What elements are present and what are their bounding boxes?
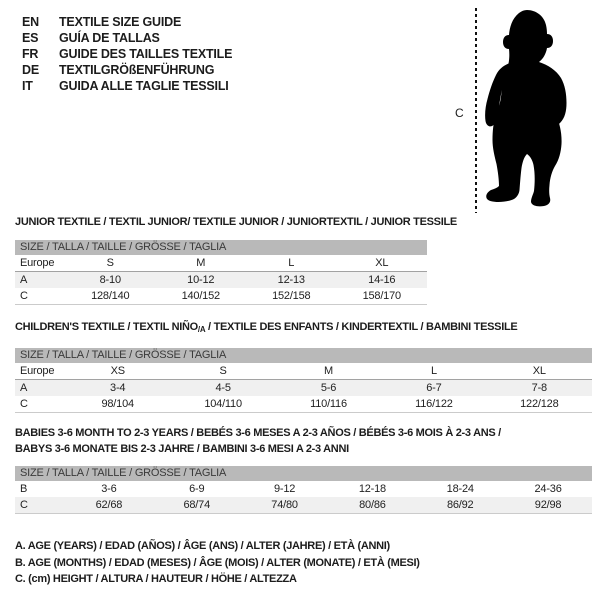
- language-title: TEXTILGRÖßENFÜHRUNG: [59, 63, 215, 77]
- size-cell: M: [324, 365, 333, 377]
- height-cell: 98/104: [101, 398, 134, 410]
- language-row-de: [22, 62, 232, 78]
- height-cell: 62/68: [95, 499, 123, 511]
- height-cell: 140/152: [181, 290, 220, 302]
- section-title: [15, 425, 592, 457]
- row-label: B: [20, 483, 28, 495]
- legend-notes: [15, 538, 420, 588]
- size-cell: L: [288, 257, 295, 269]
- table-row: [15, 255, 427, 272]
- language-code: FR: [22, 47, 39, 61]
- baby-silhouette-icon: [483, 8, 567, 208]
- language-row-fr: [22, 46, 232, 62]
- section-title-line2: BABYS 3-6 MONATE BIS 2-3 JAHRE / BAMBINI 3-6 MESI A 2-3 ANNI: [15, 443, 349, 455]
- section-childrens-textile: [15, 320, 592, 413]
- language-code: IT: [22, 79, 33, 93]
- age-cell: 10-12: [187, 274, 215, 286]
- age-cell: 9-12: [273, 483, 296, 495]
- size-cell: S: [219, 365, 227, 377]
- size-header-bar: SIZE / TALLA / TAILLE / GRÖSSE / TAGLIA: [15, 240, 427, 255]
- size-cell: XL: [375, 257, 389, 269]
- language-code: DE: [22, 63, 39, 77]
- height-cell: 92/98: [534, 499, 562, 511]
- language-row-en: [22, 14, 232, 30]
- row-label: Europe: [20, 365, 55, 377]
- row-label: C: [20, 499, 28, 511]
- table-row: [15, 380, 592, 396]
- language-row-es: [22, 30, 232, 46]
- height-cell: 74/80: [271, 499, 298, 511]
- row-label: C: [20, 290, 28, 302]
- height-cell: 68/74: [183, 499, 210, 511]
- table-row: [15, 497, 592, 514]
- height-dashed-line: [475, 8, 477, 213]
- language-list: [22, 14, 232, 94]
- row-label: C: [20, 398, 28, 410]
- section-title: [15, 320, 592, 337]
- language-title: GUIDE DES TAILLES TEXTILE: [59, 47, 233, 61]
- row-label: Europe: [20, 257, 55, 269]
- height-cell: 104/110: [204, 398, 242, 410]
- age-cell: 14-16: [368, 274, 396, 286]
- age-cell: 5-6: [320, 382, 337, 394]
- size-cell: M: [196, 257, 206, 269]
- size-cell: L: [430, 365, 437, 377]
- age-cell: 6-7: [426, 382, 442, 394]
- height-cell: 86/92: [446, 499, 474, 511]
- height-cell: 158/170: [362, 290, 401, 302]
- table-row: [15, 481, 592, 497]
- note-age-years: A. AGE (YEARS) / EDAD (AÑOS) / ÂGE (ANS) / ALTER (JAHRE) / ETÀ (ANNI): [15, 540, 390, 552]
- size-cell: S: [106, 257, 114, 269]
- table-row: [15, 288, 427, 305]
- size-cell: XL: [532, 365, 546, 377]
- row-label: A: [20, 382, 28, 394]
- age-cell: 12-18: [358, 483, 386, 495]
- age-cell: 18-24: [446, 483, 474, 495]
- height-measure-label: C: [455, 106, 464, 120]
- height-cell: 80/86: [359, 499, 386, 511]
- height-cell: 128/140: [91, 290, 130, 302]
- language-title: GUÍA DE TALLAS: [59, 31, 160, 45]
- age-cell: 3-4: [110, 382, 126, 394]
- height-cell: 116/122: [415, 398, 453, 410]
- age-cell: 6-9: [189, 483, 205, 495]
- language-row-it: [22, 78, 232, 94]
- section-title-line1: BABIES 3-6 MONTH TO 2-3 YEARS / BEBÉS 3-6 MESES A 2-3 AÑOS / BÉBÉS 3-6 MOIS À 2-3 ANS /: [15, 427, 501, 439]
- section-title-text: / TEXTILE DES ENFANTS / KINDERTEXTIL / BAMBINI TESSILE: [205, 321, 518, 333]
- height-cell: 122/128: [520, 398, 559, 410]
- section-title: JUNIOR TEXTILE / TEXTIL JUNIOR/ TEXTILE JUNIOR / JUNIORTEXTIL / JUNIOR TESSILE: [15, 216, 457, 228]
- age-cell: 4-5: [215, 382, 231, 394]
- language-title: TEXTILE SIZE GUIDE: [59, 15, 182, 29]
- section-babies-textile: [15, 425, 592, 514]
- height-cell: 152/158: [272, 290, 311, 302]
- section-junior-textile: [15, 215, 457, 305]
- language-code: EN: [22, 15, 39, 29]
- row-label: A: [20, 274, 28, 286]
- language-title: GUIDA ALLE TAGLIE TESSILI: [59, 79, 229, 93]
- section-title-subscript: /A: [197, 325, 206, 334]
- note-age-months: B. AGE (MONTHS) / EDAD (MESES) / ÂGE (MOIS) / ALTER (MONATE) / ETÀ (MESI): [15, 556, 420, 569]
- table-row: [15, 396, 592, 413]
- size-header-bar: SIZE / TALLA / TAILLE / GRÖSSE / TAGLIA: [15, 466, 592, 481]
- age-cell: 3-6: [101, 483, 117, 495]
- table-row: [15, 363, 592, 380]
- language-code: ES: [22, 31, 39, 45]
- age-cell: 24-36: [534, 483, 562, 495]
- note-height-cm: C. (cm) HEIGHT / ALTURA / HAUTEUR / HÖHE / ALTEZZA: [15, 573, 297, 585]
- age-cell: 12-13: [277, 274, 305, 286]
- age-cell: 7-8: [531, 382, 547, 394]
- section-title-text: CHILDREN'S TEXTILE / TEXTIL NIÑO: [15, 321, 198, 333]
- height-cell: 110/116: [310, 398, 347, 410]
- table-row: [15, 272, 427, 288]
- size-header-bar: SIZE / TALLA / TAILLE / GRÖSSE / TAGLIA: [15, 348, 592, 363]
- age-cell: 8-10: [99, 274, 121, 286]
- size-cell: XS: [110, 365, 125, 377]
